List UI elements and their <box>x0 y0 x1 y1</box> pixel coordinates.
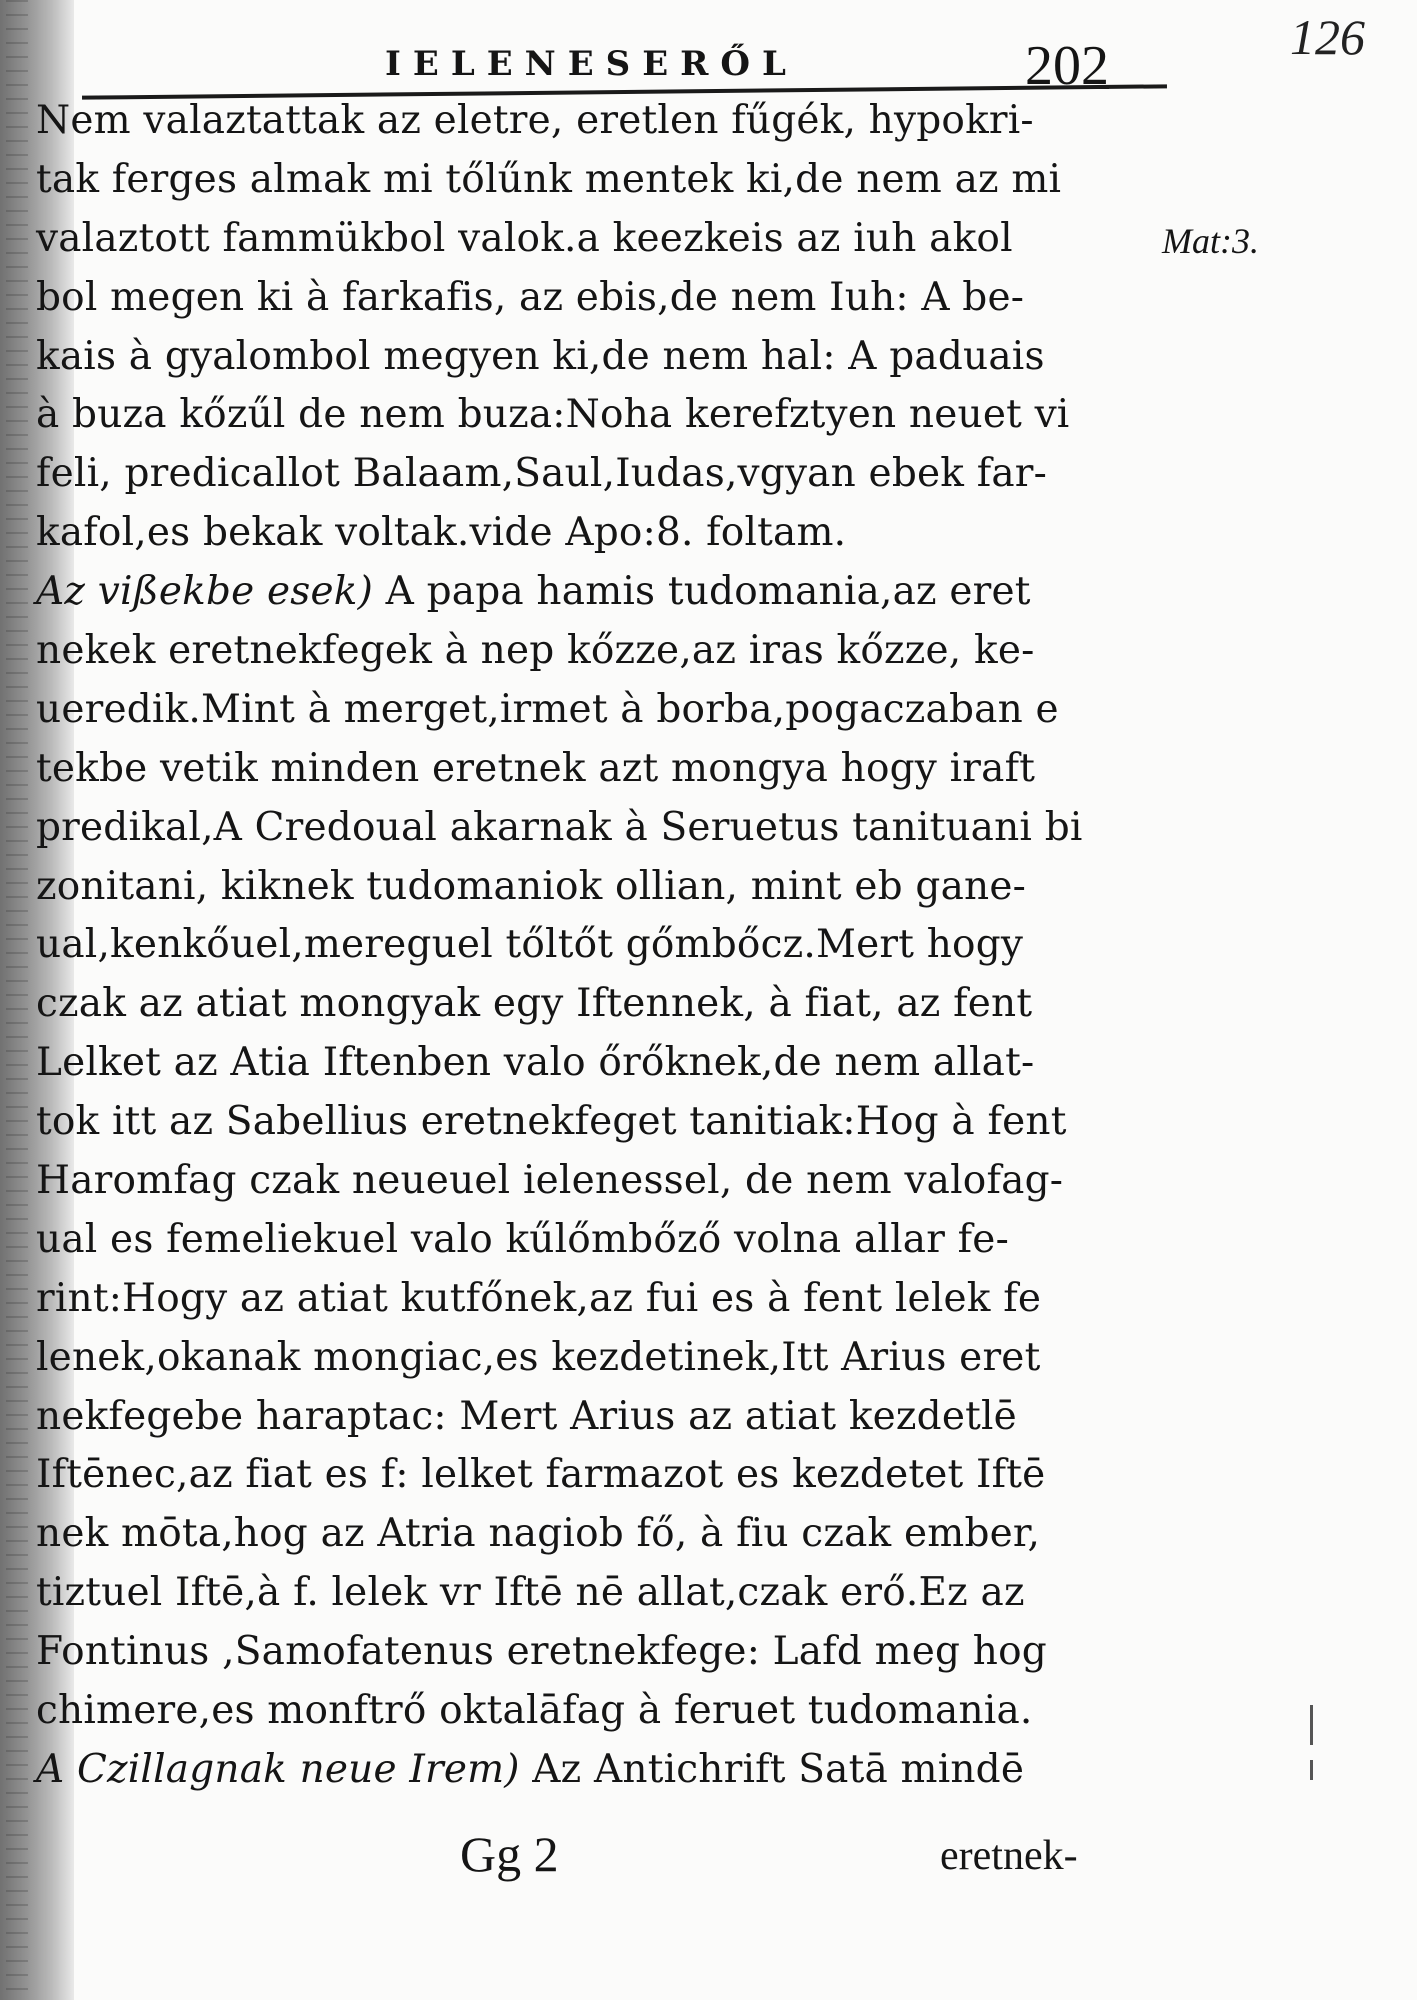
text-line <box>36 975 1146 1034</box>
line-text: chimere,es monftrő oktalāfag à feruet tudomania. <box>36 1688 1033 1734</box>
text-line <box>36 858 1146 917</box>
line-text: Lelket az Atia Iftenben valo őrőknek,de nem allat- <box>36 1040 1035 1086</box>
line-text: ueredik.Mint à merget,irmet à borba,pogaczaban e <box>36 686 1059 732</box>
line-text: Iftēnec,az fiat es f: lelket farmazot es kezdetet Iftē <box>36 1452 1046 1498</box>
text-line <box>36 386 1146 445</box>
line-text: ual es femeliekuel valo kűlőmbőző volna allar fe- <box>36 1216 1009 1262</box>
text-line <box>36 1329 1146 1388</box>
text-line <box>36 622 1146 681</box>
text-line <box>36 1034 1146 1093</box>
text-line <box>36 916 1146 975</box>
text-line <box>36 92 1146 151</box>
line-text: Nem valaztattak az eletre, eretlen fűgék, hypokri- <box>36 98 1034 143</box>
text-line <box>36 1152 1146 1211</box>
text-line <box>36 1093 1146 1152</box>
gloss-lemma: Az vißekbe esek) <box>36 569 374 615</box>
line-text: kais à gyalombol megyen ki,de nem hal: A paduais <box>36 333 1045 379</box>
text-line <box>36 1446 1146 1505</box>
text-line <box>36 1388 1146 1447</box>
text-line <box>36 1211 1146 1270</box>
line-text: nekfegebe haraptac: Mert Arius az atiat kezdetlē <box>36 1393 1017 1439</box>
text-line <box>36 1623 1146 1682</box>
page-number: 202 <box>1025 35 1109 97</box>
line-text: tiztuel Iftē,à f. lelek vr Iftē nē allat,czak erő.Ez az <box>36 1570 1025 1616</box>
edge-mark <box>1310 1760 1313 1780</box>
line-text: rint:Hogy az atiat kutfőnek,az fui es à fent lelek fe <box>36 1275 1042 1321</box>
line-text: bol megen ki à farkafis, az ebis,de nem Iuh: A be- <box>36 274 1025 320</box>
text-line <box>36 504 1146 563</box>
line-text: tekbe vetik minden eretnek azt mongya hogy iraft <box>36 745 1036 791</box>
gloss-lemma: A Czillagnak neue Irem) <box>36 1746 520 1792</box>
text-line <box>36 1682 1146 1741</box>
line-text: tak ferges almak mi tőlűnk mentek ki,de nem az mi <box>36 156 1062 202</box>
text-line <box>36 563 1146 622</box>
line-text: Haromfag czak neueuel ielenessel, de nem valofag- <box>36 1158 1064 1204</box>
line-text: à buza kőzűl de nem buza:Noha kerefztyen neuet vi <box>36 392 1070 438</box>
text-line <box>36 799 1146 858</box>
text-line <box>36 151 1146 210</box>
body-text <box>36 92 1146 1800</box>
line-text: Fontinus ,Samofatenus eretnekfege: Lafd meg hog <box>36 1629 1047 1675</box>
text-line <box>36 1564 1146 1623</box>
text-line <box>36 210 1146 269</box>
line-text: valaztott fammükbol valok.a keezkeis az iuh akol <box>36 215 1013 261</box>
line-text: Az Antichrift Satā mindē <box>519 1746 1025 1792</box>
catchword: eretnek- <box>940 1833 1078 1879</box>
line-text: lenek,okanak mongiac,es kezdetinek,Itt Arius eret <box>36 1334 1041 1380</box>
line-text: tok itt az Sabellius eretnekfeget tanitiak:Hog à fent <box>36 1099 1067 1145</box>
running-head: IELENESERŐL <box>385 44 798 84</box>
text-line <box>36 1505 1146 1564</box>
text-line <box>36 1741 1146 1800</box>
edge-mark <box>1310 1705 1313 1745</box>
line-text: zonitani, kiknek tudomaniok ollian, mint eb gane- <box>36 863 1026 909</box>
line-text: A papa hamis tudomania,az eret <box>373 569 1031 615</box>
line-text: feli, predicallot Balaam,Saul,Iudas,vgyan ebek far- <box>36 451 1048 497</box>
signature-mark: Gg 2 <box>460 1826 559 1882</box>
text-line <box>36 328 1146 387</box>
line-text: czak az atiat mongyak egy Iftennek, à fiat, az fent <box>36 981 1033 1027</box>
line-text: kafol,es bekak voltak.vide Apo:8. foltam. <box>36 510 847 556</box>
text-line <box>36 681 1146 740</box>
line-text: nekek eretnekfegek à nep kőzze,az iras kőzze, ke- <box>36 628 1035 674</box>
line-text: ual,kenkőuel,mereguel tőltőt gőmbőcz.Mert hogy <box>36 922 1024 968</box>
line-text: nek mōta,hog az Atria nagiob fő, à fiu czak ember, <box>36 1511 1041 1557</box>
line-text: predikal,A Credoual akarnak à Seruetus tanituani bi <box>36 804 1083 850</box>
text-line <box>36 269 1146 328</box>
text-line <box>36 445 1146 504</box>
archive-number: 126 <box>1290 9 1365 65</box>
text-line <box>36 740 1146 799</box>
text-line <box>36 1270 1146 1329</box>
margin-note: Mat:3. <box>1162 221 1259 261</box>
